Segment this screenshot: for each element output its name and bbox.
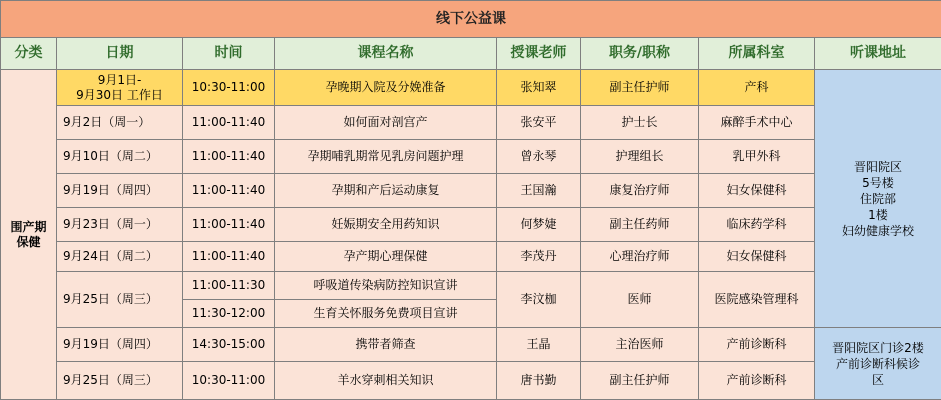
- course-cell: 孕期哺乳期常见乳房问题护理: [275, 140, 497, 174]
- dept-cell: 妇女保健科: [699, 242, 815, 272]
- date-cell: 9月19日（周四）: [57, 328, 183, 362]
- time-cell: 10:30-11:00: [183, 70, 275, 106]
- address-line: 晋阳院区门诊2楼: [832, 340, 924, 355]
- category-line: 保健: [16, 234, 41, 249]
- dept-cell: 临床药学科: [699, 208, 815, 242]
- table-row: [1, 272, 941, 300]
- header-teacher: 授课老师: [497, 38, 581, 70]
- date-cell: 9月19日（周四）: [57, 174, 183, 208]
- teacher-cell: 张安平: [497, 106, 581, 140]
- dept-cell: 妇女保健科: [699, 174, 815, 208]
- address-cell-main: [815, 70, 941, 328]
- date-line: 9月30日 工作日: [76, 87, 163, 102]
- date-cell: 9月2日（周一）: [57, 106, 183, 140]
- position-cell: 护士长: [581, 106, 699, 140]
- table-row: [1, 70, 941, 106]
- teacher-cell: 曾永琴: [497, 140, 581, 174]
- address-line: 住院部: [859, 191, 896, 206]
- time-cell: 11:30-12:00: [183, 300, 275, 328]
- address-line: 5号楼: [862, 175, 894, 190]
- date-cell: 9月24日（周二）: [57, 242, 183, 272]
- address-line: 妇幼健康学校: [841, 223, 914, 238]
- dept-cell: 产前诊断科: [699, 362, 815, 400]
- address-line: 1楼: [868, 207, 888, 222]
- dept-cell: 产前诊断科: [699, 328, 815, 362]
- date-cell: 9月25日（周三）: [57, 362, 183, 400]
- course-cell: 生育关怀服务免费项目宣讲: [275, 300, 497, 328]
- course-cell: 孕期和产后运动康复: [275, 174, 497, 208]
- position-cell: 心理治疗师: [581, 242, 699, 272]
- date-line: 9月1日-: [97, 72, 142, 87]
- course-cell: 携带者筛查: [275, 328, 497, 362]
- table-title: 线下公益课: [1, 1, 941, 38]
- date-cell: 9月23日（周一）: [57, 208, 183, 242]
- date-cell: [57, 70, 183, 106]
- table-row: [1, 242, 941, 272]
- address-line: 产前诊断科候诊: [835, 356, 920, 371]
- table-row: [1, 208, 941, 242]
- dept-cell: 乳甲外科: [699, 140, 815, 174]
- teacher-cell: 李茂丹: [497, 242, 581, 272]
- time-cell: 11:00-11:40: [183, 140, 275, 174]
- position-cell: 康复治疗师: [581, 174, 699, 208]
- dept-cell: 产科: [699, 70, 815, 106]
- time-cell: 14:30-15:00: [183, 328, 275, 362]
- header-date: 日期: [57, 38, 183, 70]
- header-category: 分类: [1, 38, 57, 70]
- course-cell: 呼吸道传染病防控知识宣讲: [275, 272, 497, 300]
- header-time: 时间: [183, 38, 275, 70]
- teacher-cell: 王晶: [497, 328, 581, 362]
- time-cell: 11:00-11:40: [183, 106, 275, 140]
- course-cell: 如何面对剖宫产: [275, 106, 497, 140]
- header-address: 听课地址: [815, 38, 941, 70]
- position-cell: 副主任护师: [581, 362, 699, 400]
- teacher-cell: 唐书勤: [497, 362, 581, 400]
- course-cell: 羊水穿刺相关知识: [275, 362, 497, 400]
- time-cell: 11:00-11:40: [183, 208, 275, 242]
- course-cell: 妊娠期安全用药知识: [275, 208, 497, 242]
- header-dept: 所属科室: [699, 38, 815, 70]
- position-cell: 副主任护师: [581, 70, 699, 106]
- address-cell-clinic: [815, 328, 941, 400]
- date-cell: 9月25日（周三）: [57, 272, 183, 328]
- teacher-cell: 张知翠: [497, 70, 581, 106]
- time-cell: 11:00-11:40: [183, 242, 275, 272]
- teacher-cell: 李汶枷: [497, 272, 581, 328]
- time-cell: 11:00-11:40: [183, 174, 275, 208]
- category-line: 围产期: [10, 219, 47, 234]
- course-cell: 孕产期心理保健: [275, 242, 497, 272]
- address-line: 区: [871, 372, 884, 387]
- teacher-cell: 王国瀚: [497, 174, 581, 208]
- table-row: [1, 106, 941, 140]
- category-cell: [1, 70, 57, 400]
- position-cell: 护理组长: [581, 140, 699, 174]
- header-position: 职务/职称: [581, 38, 699, 70]
- dept-cell: 医院感染管理科: [699, 272, 815, 328]
- header-course: 课程名称: [275, 38, 497, 70]
- table-row: [1, 328, 941, 362]
- date-cell: 9月10日（周二）: [57, 140, 183, 174]
- position-cell: 主治医师: [581, 328, 699, 362]
- time-cell: 11:00-11:30: [183, 272, 275, 300]
- position-cell: 医师: [581, 272, 699, 328]
- table-row: [1, 362, 941, 400]
- course-cell: 孕晚期入院及分娩准备: [275, 70, 497, 106]
- address-line: 晋阳院区: [853, 159, 902, 174]
- table-row: [1, 174, 941, 208]
- dept-cell: 麻醉手术中心: [699, 106, 815, 140]
- position-cell: 副主任药师: [581, 208, 699, 242]
- time-cell: 10:30-11:00: [183, 362, 275, 400]
- teacher-cell: 何梦婕: [497, 208, 581, 242]
- table-row: [1, 140, 941, 174]
